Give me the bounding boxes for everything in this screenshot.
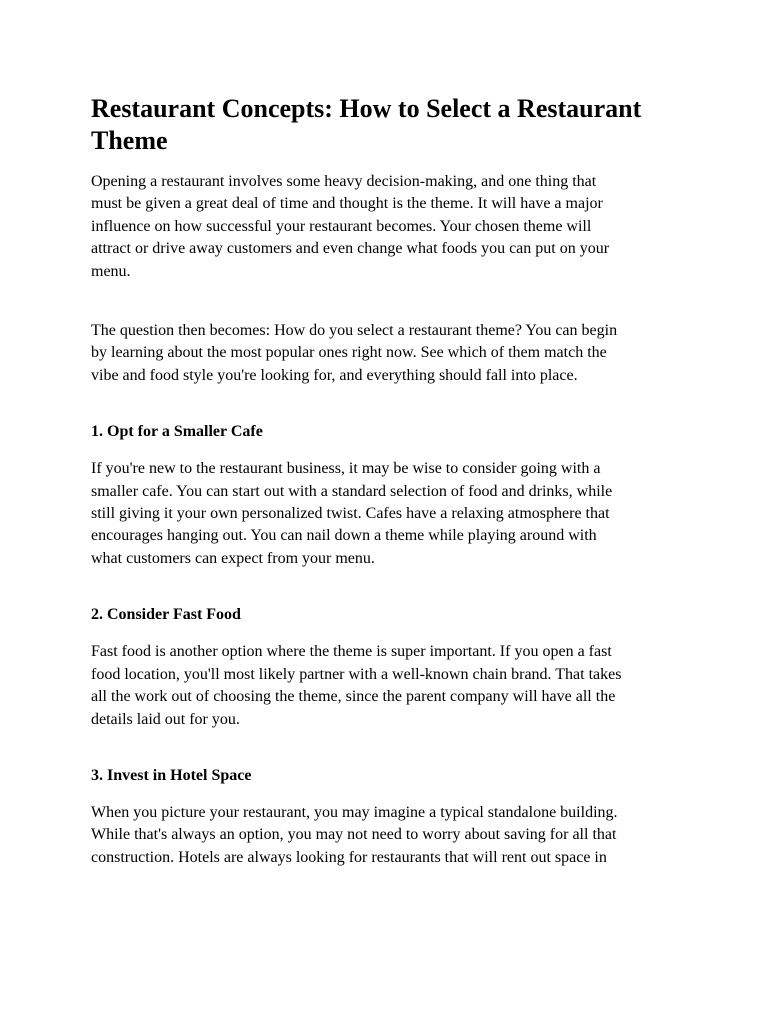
- text-line: While that's always an option, you may not need to worry about saving for all that: [91, 826, 617, 844]
- text-line: When you picture your restaurant, you may imagine a typical standalone building.: [91, 803, 618, 821]
- text-line: all the work out of choosing the theme, since the parent company will have all the: [91, 688, 616, 706]
- text-line: Opening a restaurant involves some heavy decision-making, and one thing that: [91, 173, 597, 190]
- title-line: Restaurant Concepts: How to Select a Restaurant: [91, 94, 642, 123]
- document-page: [91, 0, 691, 869]
- text-line: vibe and food style you're looking for, and everything should fall into place.: [91, 366, 578, 384]
- intro-paragraph: [91, 320, 661, 387]
- section-heading: 3. Invest in Hotel Space: [91, 766, 252, 784]
- text-line: Fast food is another option where the theme is super important. If you open a fast: [91, 643, 612, 661]
- text-line: menu.: [91, 262, 131, 280]
- section-heading: 2. Consider Fast Food: [91, 606, 241, 624]
- page-title: [91, 93, 691, 157]
- text-line: encourages hanging out. You can nail down a theme while playing around with: [91, 527, 597, 545]
- text-line: must be given a great deal of time and thought is the theme. It will have a major: [91, 195, 603, 213]
- text-line: by learning about the most popular ones right now. See which of them match the: [91, 344, 607, 362]
- text-line: The question then becomes: How do you select a restaurant theme? You can begin: [91, 322, 618, 340]
- section-paragraph: [91, 641, 669, 731]
- text-line: If you're new to the restaurant business, it may be wise to consider going with a: [91, 460, 601, 478]
- text-line: smaller cafe. You can start out with a standard selection of food and drinks, while: [91, 482, 613, 500]
- text-line: influence on how successful your restaurant becomes. Your chosen theme will: [91, 217, 592, 235]
- text-line: attract or drive away customers and even change what foods you can put on your: [91, 240, 610, 258]
- text-line: construction. Hotels are always looking for restaurants that will rent out space in: [91, 848, 607, 866]
- text-line: food location, you'll most likely partner with a well-known chain brand. That takes: [91, 665, 622, 683]
- section-paragraph: [91, 458, 669, 570]
- intro-paragraph: [91, 171, 681, 283]
- text-line: details laid out for you.: [91, 710, 240, 728]
- text-line: still giving it your own personalized twist. Cafes have a relaxing atmosphere that: [91, 505, 610, 523]
- section-heading: 1. Opt for a Smaller Cafe: [91, 423, 263, 441]
- title-line: Theme: [91, 126, 168, 155]
- text-line: what customers can expect from your menu.: [91, 549, 375, 567]
- section-paragraph: [91, 802, 669, 869]
